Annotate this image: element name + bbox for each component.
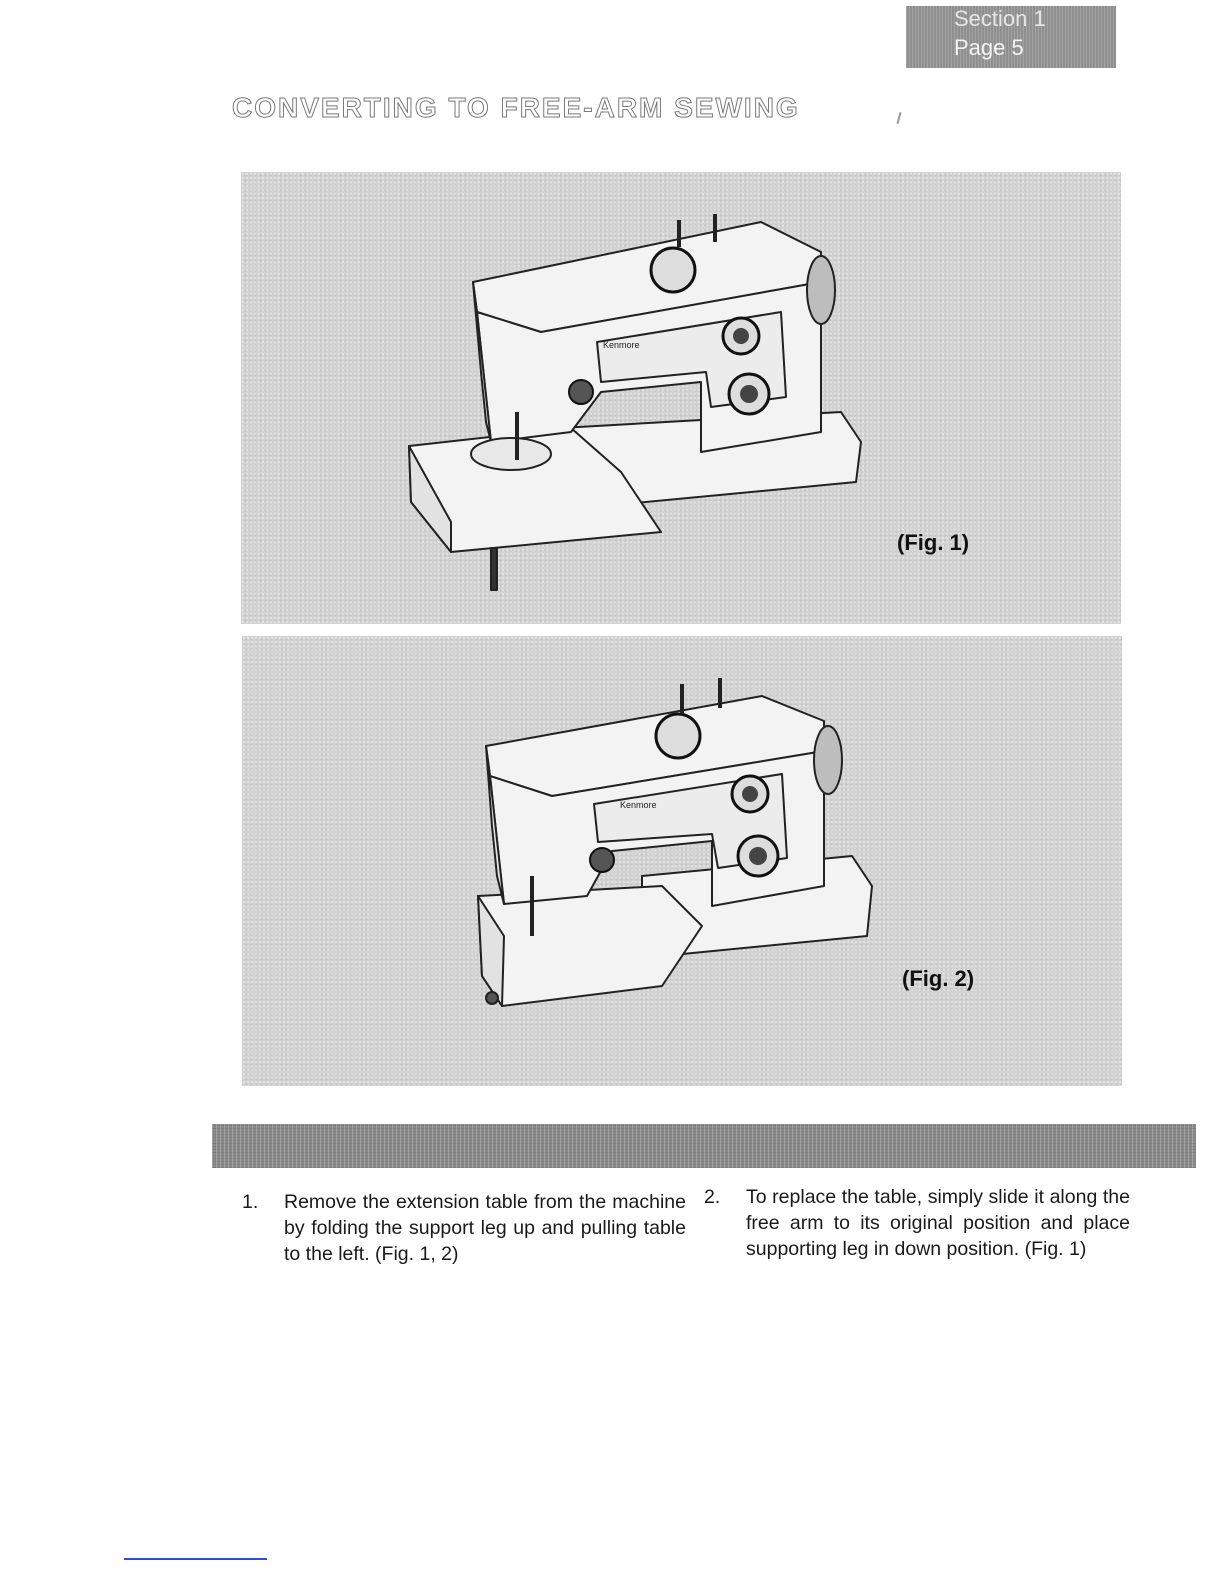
figure-caption: (Fig. 1)	[897, 530, 970, 555]
figure-2	[242, 636, 1122, 1086]
figure-caption: (Fig. 2)	[902, 966, 975, 991]
figure-1	[241, 172, 1121, 624]
step-text: Remove the extension table from the machine by folding the support leg up and pulling table to the left. (Fig. 1, 2)	[284, 1191, 686, 1265]
brand-label: Kenmore	[603, 340, 640, 350]
sewing-machine-with-extension-table-illustration	[241, 172, 1121, 624]
page-label: Page 5	[954, 35, 1024, 60]
section-page-tab	[906, 6, 1116, 68]
stray-mark	[896, 112, 901, 124]
footer-rule	[124, 1558, 267, 1560]
step-number: 2.	[704, 1186, 721, 1208]
page-title: CONVERTING TO FREE-ARM SEWING	[232, 92, 800, 123]
step-text: To replace the table, simply slide it along the free arm to its original position and place supporting leg in down position. (Fig. 1)	[746, 1186, 1130, 1260]
brand-label: Kenmore	[620, 800, 657, 810]
step-number: 1.	[242, 1191, 259, 1213]
sewing-machine-free-arm-illustration	[242, 636, 1122, 1086]
section-divider-band	[212, 1124, 1196, 1168]
section-label: Section 1	[954, 6, 1046, 31]
